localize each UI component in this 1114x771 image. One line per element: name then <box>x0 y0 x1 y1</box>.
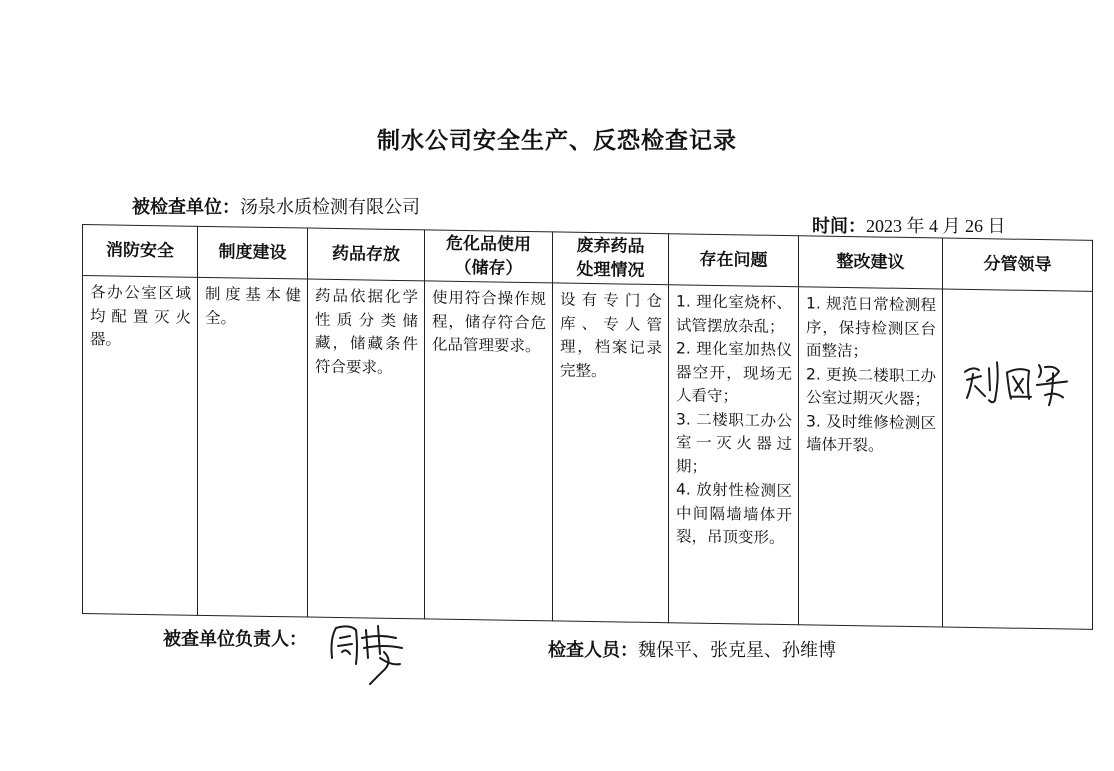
suggestion-item: 3. 及时维修检测区墙体开裂。 <box>806 411 936 455</box>
cell-leader-signature <box>943 289 1093 629</box>
header-issues: 存在问题 <box>669 234 799 287</box>
header-leader: 分管领导 <box>943 238 1093 291</box>
header-fire-safety: 消防安全 <box>83 225 198 278</box>
inspected-unit-label: 被检查单位： <box>132 197 240 218</box>
inspection-record-table <box>82 224 1093 630</box>
cell-waste-handling: 设有专门仓库、专人管理，档案记录完整。 <box>553 283 669 623</box>
cell-fire-safety: 各办公室区域均配置灭火器。 <box>83 276 198 616</box>
header-suggestions: 整改建议 <box>799 236 943 289</box>
inspectors-line <box>548 636 836 662</box>
header-waste-line-2: 处理情况 <box>576 259 645 281</box>
header-hazchem-line-1: 危化品使用 <box>446 233 531 256</box>
inspectors-value: 魏保平、张克星、孙维博 <box>638 640 836 661</box>
cell-issues <box>669 285 799 625</box>
record-sheet <box>82 224 1092 640</box>
responsible-signature-icon <box>322 618 422 688</box>
header-system-building: 制度建设 <box>198 226 308 279</box>
leader-signature-icon <box>959 350 1079 412</box>
inspection-date-label: 时间： <box>812 216 866 237</box>
header-waste-line-1: 废弃药品 <box>576 235 645 257</box>
inspected-unit-line <box>132 193 420 219</box>
suggestion-item: 1. 规范日常检测程序，保持检测区台面整洁； <box>806 294 936 361</box>
issue-item: 1. 理化室烧杯、试管摆放杂乱； <box>676 292 792 336</box>
suggestion-item: 2. 更换二楼职工办公室过期灭火器； <box>806 364 936 409</box>
cell-system-building: 制度基本健全。 <box>198 277 308 617</box>
header-drug-storage: 药品存放 <box>308 228 425 281</box>
issue-item: 3. 二楼职工办公室一灭火器过期； <box>676 409 792 476</box>
header-hazchem-line-2: （储存） <box>454 257 523 279</box>
responsible-person-label: 被查单位负责人： <box>163 629 307 650</box>
header-hazchem-use <box>425 230 553 283</box>
issue-item: 4. 放射性检测区中间隔墙墙体开裂，吊顶变形。 <box>676 480 792 548</box>
cell-drug-storage: 药品依据化学性质分类储藏，储藏条件符合要求。 <box>308 279 425 619</box>
inspectors-label: 检查人员： <box>548 640 638 661</box>
inspection-date-value: 2023 年 4 月 26 日 <box>866 216 1006 236</box>
header-waste-handling <box>553 232 669 285</box>
page-title: 制水公司安全生产、反恐检查记录 <box>377 128 737 154</box>
cell-hazchem-use: 使用符合操作规程，储存符合危化品管理要求。 <box>425 281 553 621</box>
inspected-unit-value: 汤泉水质检测有限公司 <box>240 197 420 218</box>
issue-item: 2. 理化室加热仪器空开，现场无人看守； <box>676 339 792 406</box>
table-row <box>83 276 1093 630</box>
inspection-date-line <box>812 212 1006 238</box>
cell-suggestions <box>799 287 943 627</box>
